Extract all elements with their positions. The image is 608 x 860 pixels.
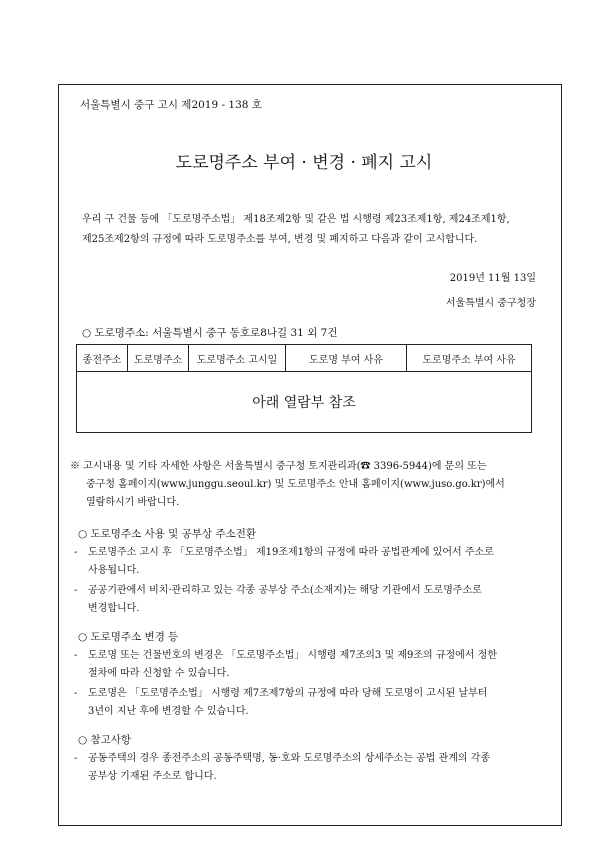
col-old-address: 종전주소 — [77, 345, 128, 372]
s3-item-1: - 공동주택의 경우 종전주소의 공동주택명, 동·호와 도로명주소의 상세주소는 공법 관계의 각종 공부상 기재된 주소로 합니다. — [74, 753, 491, 782]
address-line: ○ 도로명주소: 서울특별시 중구 동호로8나길 31 외 7건 — [82, 327, 338, 339]
col-notice-date: 도로명주소 고시일 — [189, 345, 286, 372]
note: ※ 고시내용 및 기타 자세한 사항은 서울특별시 중구청 토지관리과(☎ 3396-5944)에 문의 또는 중구청 홈페이지(www.junggu.seoul.kr) 및 도로명주소 안내 홈페이지(www.juso.go.kr)에서 열람하시기 바랍니다. — [70, 461, 505, 508]
s2-item-2: - 도로명은 「도로명주소법」 시행령 제7조제7항의 규정에 따라 당해 도로명이 고시된 날부터 3년이 지난 후에 변경할 수 있습니다. — [74, 688, 488, 717]
section-1-title: ○ 도로명주소 사용 및 공부상 주소전환 — [78, 528, 256, 540]
issuer: 서울특별시 중구청장 — [445, 298, 536, 309]
col-address-reason: 도로명주소 부여 사유 — [407, 345, 532, 372]
s1-item-1: - 도로명주소 고시 후 「도로명주소법」 제19조제1항의 규정에 따라 공법관계에 있어서 주소로 사용됩니다. — [74, 547, 494, 576]
page-title: 도로명주소 부여 · 변경 · 폐지 고시 — [175, 153, 433, 173]
intro-line-2: 제25조제2항의 규정에 따라 도로명주소를 부여, 변경 및 폐지하고 다음과 같이 고시합니다. — [82, 234, 478, 245]
s2-item-1: - 도로명 또는 건물번호의 변경은 「도로명주소법」 시행령 제7조의3 및 제9조의 규정에서 정한 절차에 따라 신청할 수 있습니다. — [74, 650, 497, 679]
notice-number: 서울특별시 중구 고시 제2019 - 138 호 — [80, 99, 262, 111]
section-2-title: ○ 도로명주소 변경 등 — [78, 631, 179, 643]
table-body: 아래 열람부 참조 — [77, 372, 532, 433]
s1-item-2: - 공공기관에서 비치·관리하고 있는 각종 공부상 주소(소재지)는 해당 기관에서 도로명주소로 변경합니다. — [74, 585, 482, 614]
col-road-address: 도로명주소 — [128, 345, 189, 372]
address-table — [76, 344, 532, 433]
col-road-reason: 도로명 부여 사유 — [286, 345, 407, 372]
date: 2019년 11월 13일 — [449, 273, 536, 284]
intro-line-1: 우리 구 건물 등에 「도로명주소법」 제18조제2항 및 같은 법 시행령 제23조제1항, 제24조제1항, — [82, 214, 510, 225]
section-3-title: ○ 참고사항 — [78, 734, 132, 746]
